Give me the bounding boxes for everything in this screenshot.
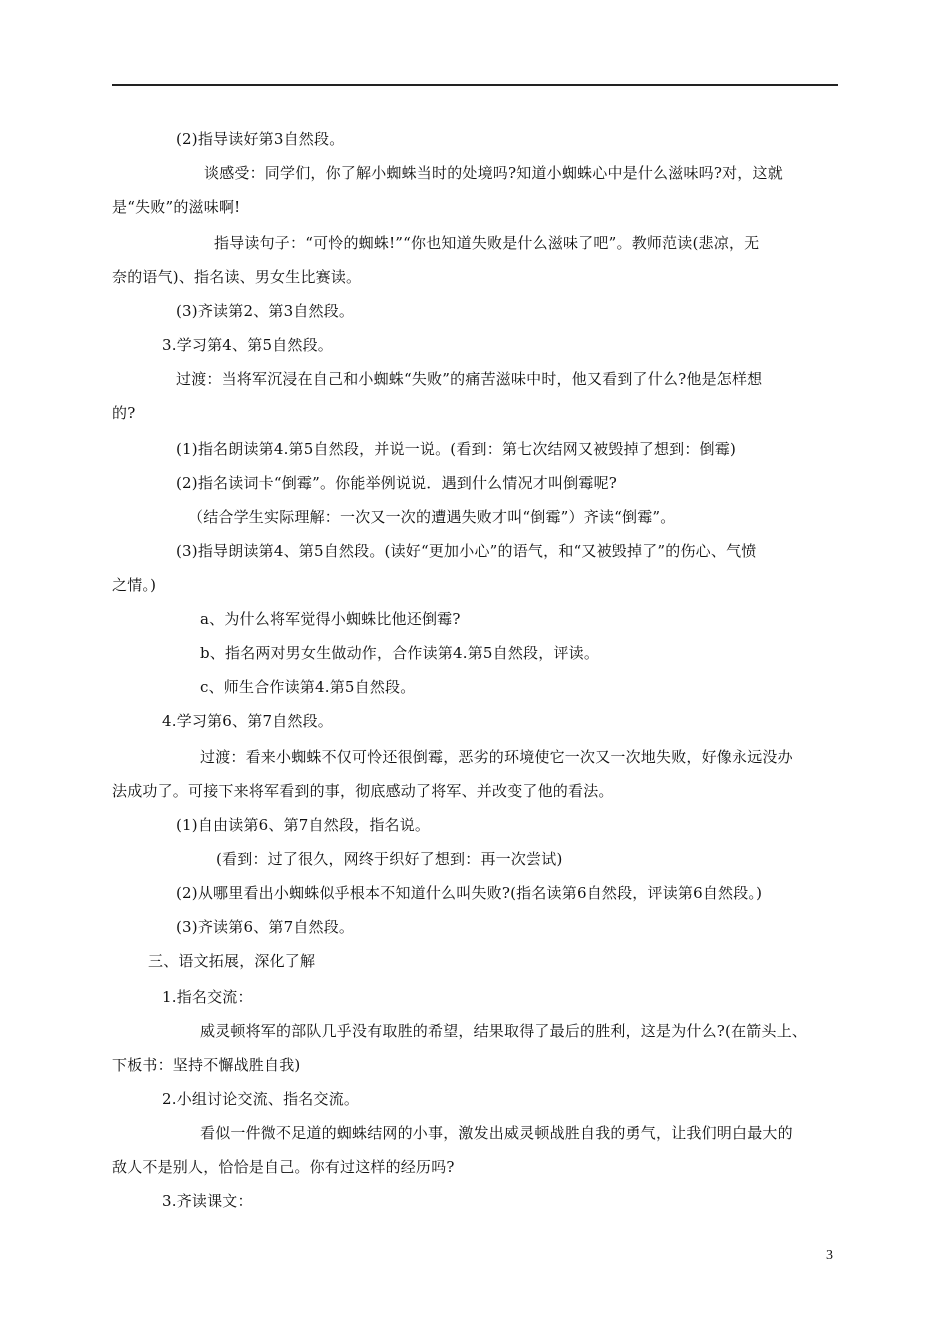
text-line: 3.学习第4、第5自然段。 xyxy=(162,336,333,354)
text-line: 2.小组讨论交流、指名交流。 xyxy=(162,1090,360,1108)
text-line: 之情。) xyxy=(112,576,157,594)
text-line: 指导读句子：“可怜的蜘蛛!”“你也知道失败是什么滋味了吧”。教师范读(悲凉，无 xyxy=(214,234,760,252)
text-line: 看似一件微不足道的蜘蛛结网的小事，激发出威灵顿战胜自我的勇气，让我们明白最大的 xyxy=(200,1124,793,1142)
text-line: （结合学生实际理解：一次又一次的遭遇失败才叫“倒霉”）齐读“倒霉”。 xyxy=(188,508,676,526)
text-line: (2)指名读词卡“倒霉”。你能举例说说．遇到什么情况才叫倒霉呢? xyxy=(176,474,618,492)
text-line: (2)指导读好第3自然段。 xyxy=(176,130,345,148)
text-line: 是“失败”的滋味啊! xyxy=(112,198,241,216)
text-line: 过渡：看来小蜘蛛不仅可怜还很倒霉，恶劣的环境使它一次又一次地失败，好像永远没办 xyxy=(200,748,793,766)
header-rule xyxy=(112,84,838,86)
text-line: c、师生合作读第4.第5自然段。 xyxy=(200,678,416,696)
text-line: (2)从哪里看出小蜘蛛似乎根本不知道什么叫失败?(指名读第6自然段，评读第6自然段。) xyxy=(176,884,763,902)
text-line: (1)指名朗读第4.第5自然段，并说一说。(看到：第七次结网又被毁掉了想到：倒霉) xyxy=(176,440,737,458)
text-line: (3)齐读第2、第3自然段。 xyxy=(176,302,355,320)
text-line: 法成功了。可接下来将军看到的事，彻底感动了将军、并改变了他的看法。 xyxy=(112,782,614,800)
section-heading: 三、语文拓展，深化了解 xyxy=(148,952,316,970)
text-line: 下板书：坚持不懈战胜自我) xyxy=(112,1056,301,1074)
text-line: 1.指名交流： xyxy=(162,988,253,1006)
text-line: (看到：过了很久，网终于织好了想到：再一次尝试) xyxy=(216,850,563,868)
text-line: 奈的语气)、指名读、男女生比赛读。 xyxy=(112,268,362,286)
text-line: (1)自由读第6、第7自然段，指名说。 xyxy=(176,816,431,834)
text-line: (3)齐读第6、第7自然段。 xyxy=(176,918,355,936)
text-line: 敌人不是别人，恰恰是自己。你有过这样的经历吗? xyxy=(112,1158,455,1176)
text-line: 威灵顿将军的部队几乎没有取胜的希望，结果取得了最后的胜利，这是为什么?(在箭头上、 xyxy=(200,1022,808,1040)
text-line: b、指名两对男女生做动作，合作读第4.第5自然段，评读。 xyxy=(200,644,600,662)
text-line: 过渡：当将军沉浸在自己和小蜘蛛“失败”的痛苦滋味中时，他又看到了什么?他是怎样想 xyxy=(176,370,763,388)
text-line: 3.齐读课文： xyxy=(162,1192,253,1210)
text-line: a、为什么将军觉得小蜘蛛比他还倒霉? xyxy=(200,610,461,628)
text-line: (3)指导朗读第4、第5自然段。(读好“更加小心”的语气，和“又被毁掉了”的伤心、气愤 xyxy=(176,542,757,560)
page-number: 3 xyxy=(826,1248,833,1263)
text-line: 的? xyxy=(112,404,136,422)
text-line: 4.学习第6、第7自然段。 xyxy=(162,712,333,730)
text-line: 谈感受：同学们，你了解小蜘蛛当时的处境吗?知道小蜘蛛心中是什么滋味吗?对，这就 xyxy=(204,164,783,182)
